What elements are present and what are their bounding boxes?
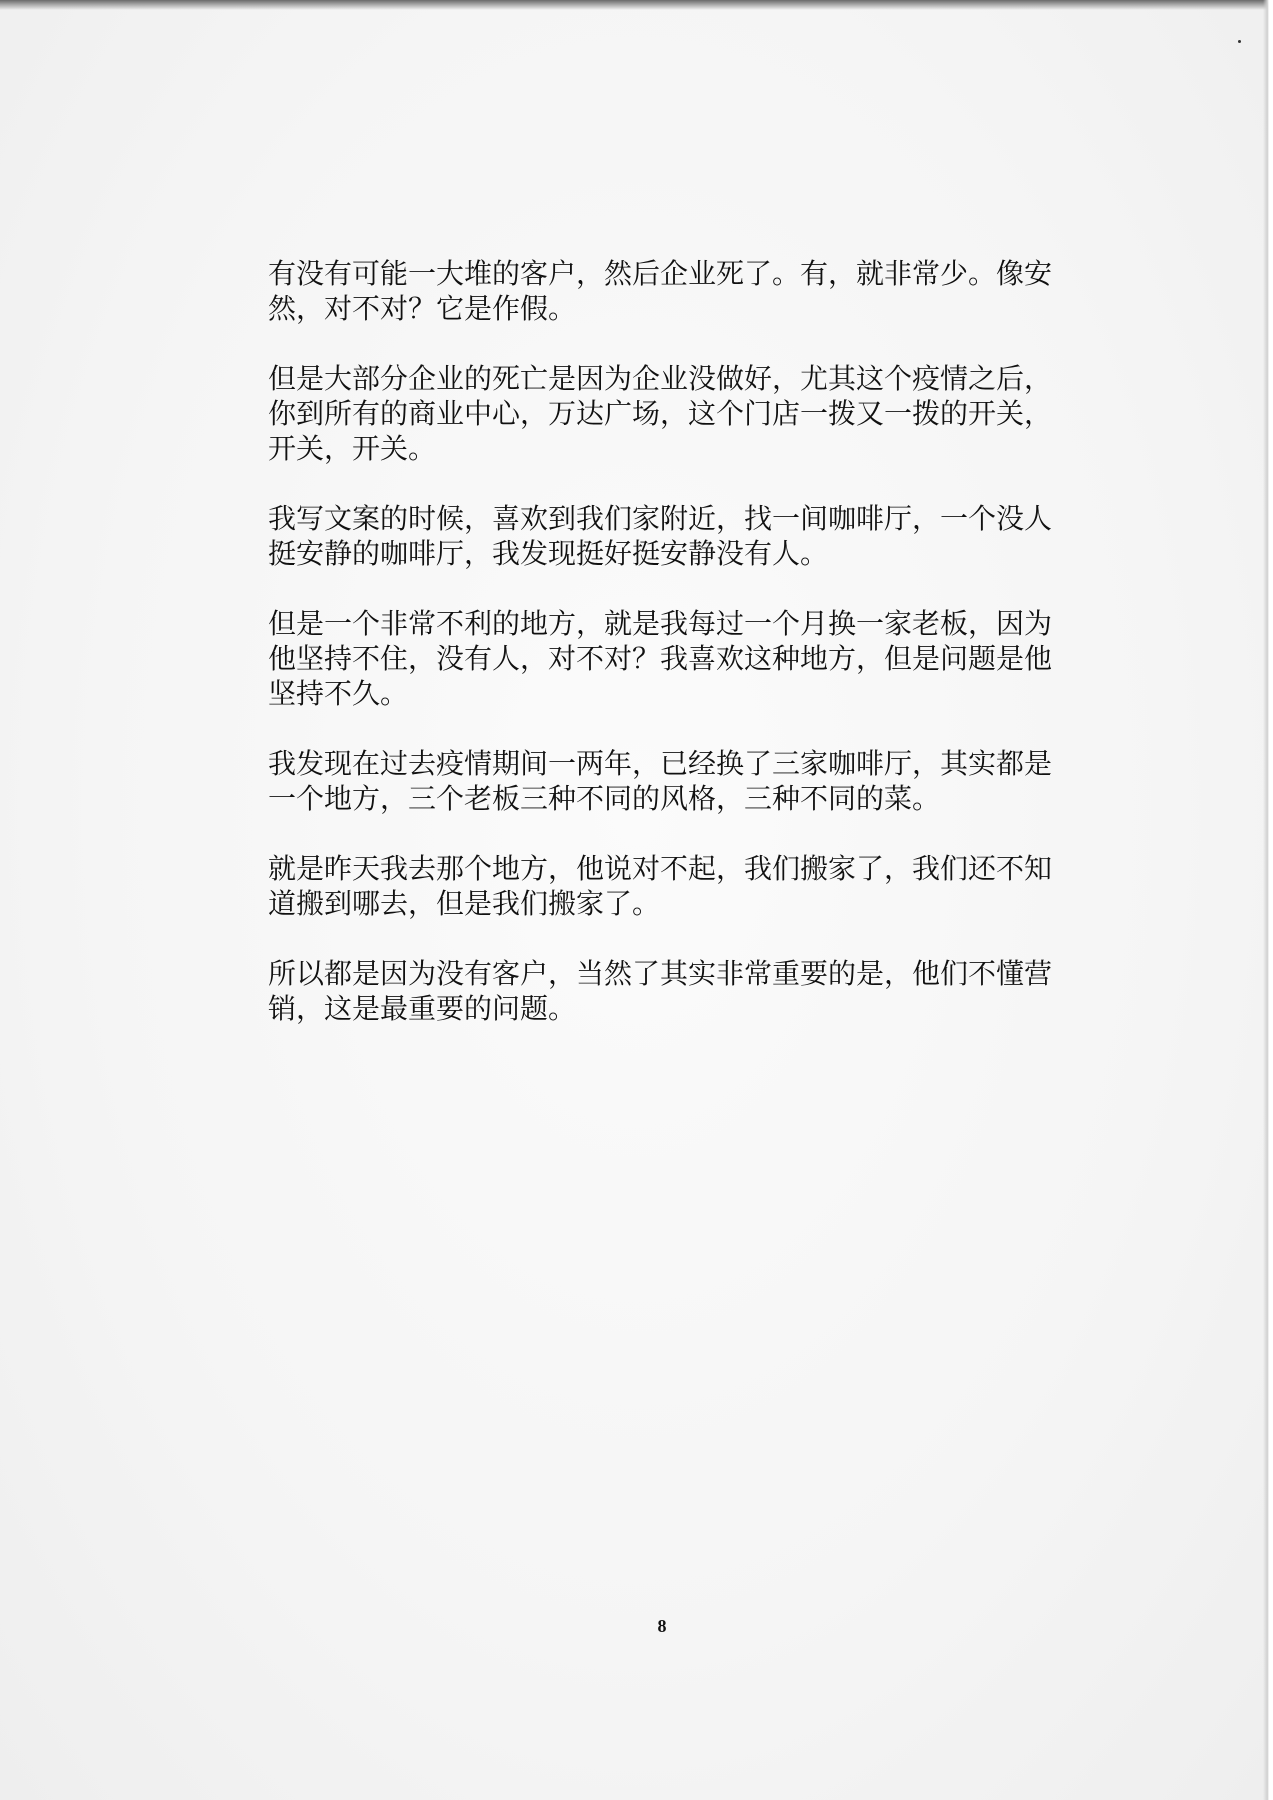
paragraph-3 — [268, 501, 1068, 571]
text-line: 然，对不对？它是作假。 — [268, 292, 577, 325]
paragraph-4 — [268, 606, 1068, 711]
scan-speck — [1238, 40, 1241, 43]
text-line: 道搬到哪去，但是我们搬家了。 — [268, 887, 661, 920]
paragraph-7 — [268, 956, 1068, 1026]
text-line: 他坚持不住，没有人，对不对？我喜欢这种地方，但是问题是他 — [268, 642, 1053, 675]
text-line: 销，这是最重要的问题。 — [268, 992, 577, 1025]
paragraph-1 — [268, 256, 1068, 326]
paragraph-5 — [268, 746, 1068, 816]
text-line: 但是大部分企业的死亡是因为企业没做好，尤其这个疫情之后， — [268, 362, 1053, 395]
text-line: 挺安静的咖啡厅，我发现挺好挺安静没有人。 — [268, 537, 829, 570]
text-line: 就是昨天我去那个地方，他说对不起，我们搬家了，我们还不知 — [268, 852, 1053, 885]
text-line: 坚持不久。 — [268, 677, 409, 710]
scan-right-edge — [1263, 0, 1273, 1800]
text-line: 但是一个非常不利的地方，就是我每过一个月换一家老板，因为 — [268, 607, 1053, 640]
text-line: 一个地方，三个老板三种不同的风格，三种不同的菜。 — [268, 782, 941, 815]
text-line: 有没有可能一大堆的客户，然后企业死了。有，就非常少。像安 — [268, 257, 1053, 290]
page-number: 8 — [657, 1616, 667, 1636]
paragraph-2 — [268, 361, 1068, 466]
body-text — [268, 256, 1068, 1061]
scan-top-edge — [0, 0, 1273, 10]
text-line: 我发现在过去疫情期间一两年，已经换了三家咖啡厅，其实都是 — [268, 747, 1053, 780]
text-line: 开关，开关。 — [268, 432, 437, 465]
text-line: 我写文案的时候，喜欢到我们家附近，找一间咖啡厅，一个没人 — [268, 502, 1053, 535]
text-line: 所以都是因为没有客户，当然了其实非常重要的是，他们不懂营 — [268, 957, 1053, 990]
text-line: 你到所有的商业中心，万达广场，这个门店一拨又一拨的开关， — [268, 397, 1053, 430]
paragraph-6 — [268, 851, 1068, 921]
